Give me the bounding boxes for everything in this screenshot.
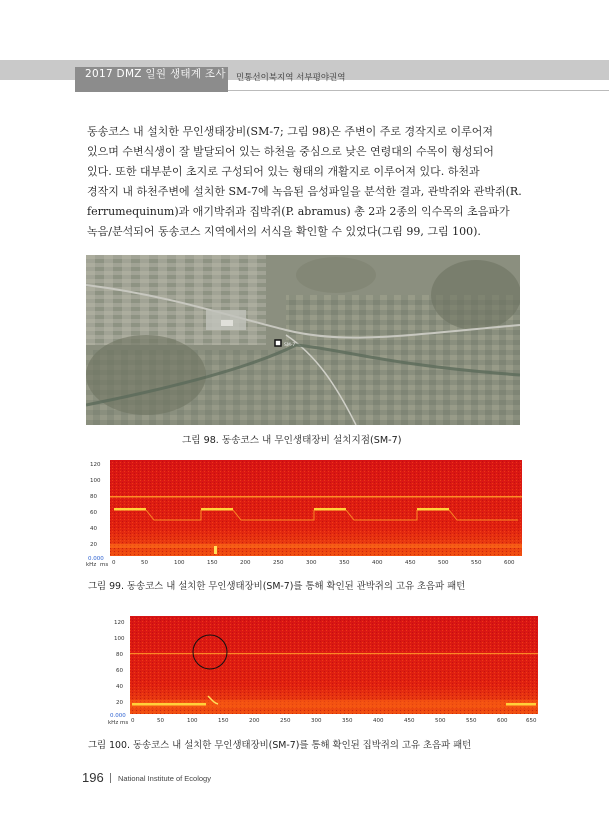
x-tick-label: 400 — [373, 718, 384, 724]
y-tick-label: 80 — [116, 652, 123, 658]
x-axis-99 — [100, 560, 515, 568]
sm7-marker-icon — [275, 340, 281, 346]
sm7-marker-label: SM-7 — [284, 343, 296, 348]
y-tick-label: 20 — [90, 542, 97, 548]
figure99-caption: 그림 99. 동송코스 내 설치한 무인생태장비(SM-7)를 통해 확인된 관박쥐의 고유 초음파 패턴 — [88, 581, 466, 592]
spectrogram-99-svg — [86, 458, 524, 568]
y-tick-label: 100 — [114, 636, 125, 642]
x-tick-label: 300 — [306, 560, 317, 566]
footer-divider — [110, 773, 111, 783]
x-tick-label: 400 — [372, 560, 383, 566]
header-subtitle: 민통선이북지역 서부평야권역 — [236, 73, 346, 83]
spectrogram-100 — [88, 614, 540, 726]
y-tick-label: 60 — [90, 510, 97, 516]
spectrogram-99 — [86, 458, 524, 568]
y-tick-label: 120 — [90, 462, 101, 468]
header-divider — [228, 90, 609, 91]
x-tick-label: 350 — [342, 718, 353, 724]
x-tick-label: 200 — [240, 560, 251, 566]
x-tick-label: 600 — [504, 560, 515, 566]
x-tick-label: 500 — [438, 560, 449, 566]
x-tick-label: 550 — [466, 718, 477, 724]
body-line: 있다. 또한 대부분이 초지로 구성되어 있는 형태의 개활지로 이루어져 있다. 하천과 — [87, 165, 480, 178]
x-tick-label: 650 — [526, 718, 537, 724]
y-tick-label: 100 — [90, 478, 101, 484]
x-unit-label: ms — [100, 562, 109, 568]
x-axis-100 — [120, 718, 537, 726]
x-tick-label: 50 — [157, 718, 164, 724]
body-line: 경작지 내 하천주변에 설치한 SM-7에 녹음된 음성파일을 분석한 결과, 관박쥐와 관박쥐(R. — [87, 185, 522, 198]
y-tick-label: 120 — [114, 620, 125, 626]
spectrogram-100-svg — [88, 614, 540, 726]
x-tick-label: 300 — [311, 718, 322, 724]
aerial-photo-svg — [86, 255, 520, 425]
body-paragraph — [87, 122, 525, 242]
y-tick-label: 40 — [90, 526, 97, 532]
body-line: ferrumequinum)과 애기박쥐과 집박쥐(P. abramus) 총 2과 2종의 익수목의 초음파가 — [87, 205, 510, 218]
x-tick-label: 500 — [435, 718, 446, 724]
header-title: 2017 DMZ 일원 생태계 조사 — [85, 68, 226, 80]
y-tick-label: 80 — [90, 494, 97, 500]
body-line: 녹음/분석되어 동송코스 지역에서의 서식을 확인할 수 있었다(그림 99, 그림 100). — [87, 225, 481, 238]
figure100-caption: 그림 100. 동송코스 내 설치한 무인생태장비(SM-7)를 통해 확인된 집박쥐의 고유 초음파 패턴 — [88, 740, 472, 751]
figure98-caption: 그림 98. 동송코스 내 무인생태장비 설치지점(SM-7) — [182, 435, 402, 446]
x-tick-label: 0 — [131, 718, 135, 724]
x-tick-label: 450 — [404, 718, 415, 724]
x-tick-label: 550 — [471, 560, 482, 566]
aerial-photo — [86, 255, 520, 425]
x-tick-label: 150 — [207, 560, 218, 566]
x-tick-label: 350 — [339, 560, 350, 566]
x-unit-label: ms — [120, 720, 129, 726]
x-tick-label: 0 — [112, 560, 116, 566]
y-tick-label: 0.000 — [88, 556, 104, 562]
footer-institute: National Institute of Ecology — [118, 774, 211, 783]
y-tick-label: 40 — [116, 684, 123, 690]
x-tick-label: 100 — [174, 560, 185, 566]
y-tick-label: 0.000 — [110, 713, 126, 719]
x-tick-label: 50 — [141, 560, 148, 566]
x-tick-label: 200 — [249, 718, 260, 724]
y-unit-label: kHz — [108, 720, 119, 726]
y-unit-label: kHz — [86, 562, 97, 568]
body-line: 있으며 수변식생이 잘 발달되어 있는 하천을 중심으로 낮은 연령대의 수목이 형성되어 — [87, 145, 494, 158]
page-number: 196 — [82, 770, 104, 785]
y-tick-label: 20 — [116, 700, 123, 706]
x-tick-label: 600 — [497, 718, 508, 724]
x-tick-label: 100 — [187, 718, 198, 724]
x-tick-label: 450 — [405, 560, 416, 566]
body-line: 동송코스 내 설치한 무인생태장비(SM-7; 그림 98)은 주변이 주로 경작지로 이루어져 — [87, 125, 494, 138]
x-tick-label: 250 — [273, 560, 284, 566]
x-tick-label: 250 — [280, 718, 291, 724]
x-tick-label: 150 — [218, 718, 229, 724]
y-tick-label: 60 — [116, 668, 123, 674]
